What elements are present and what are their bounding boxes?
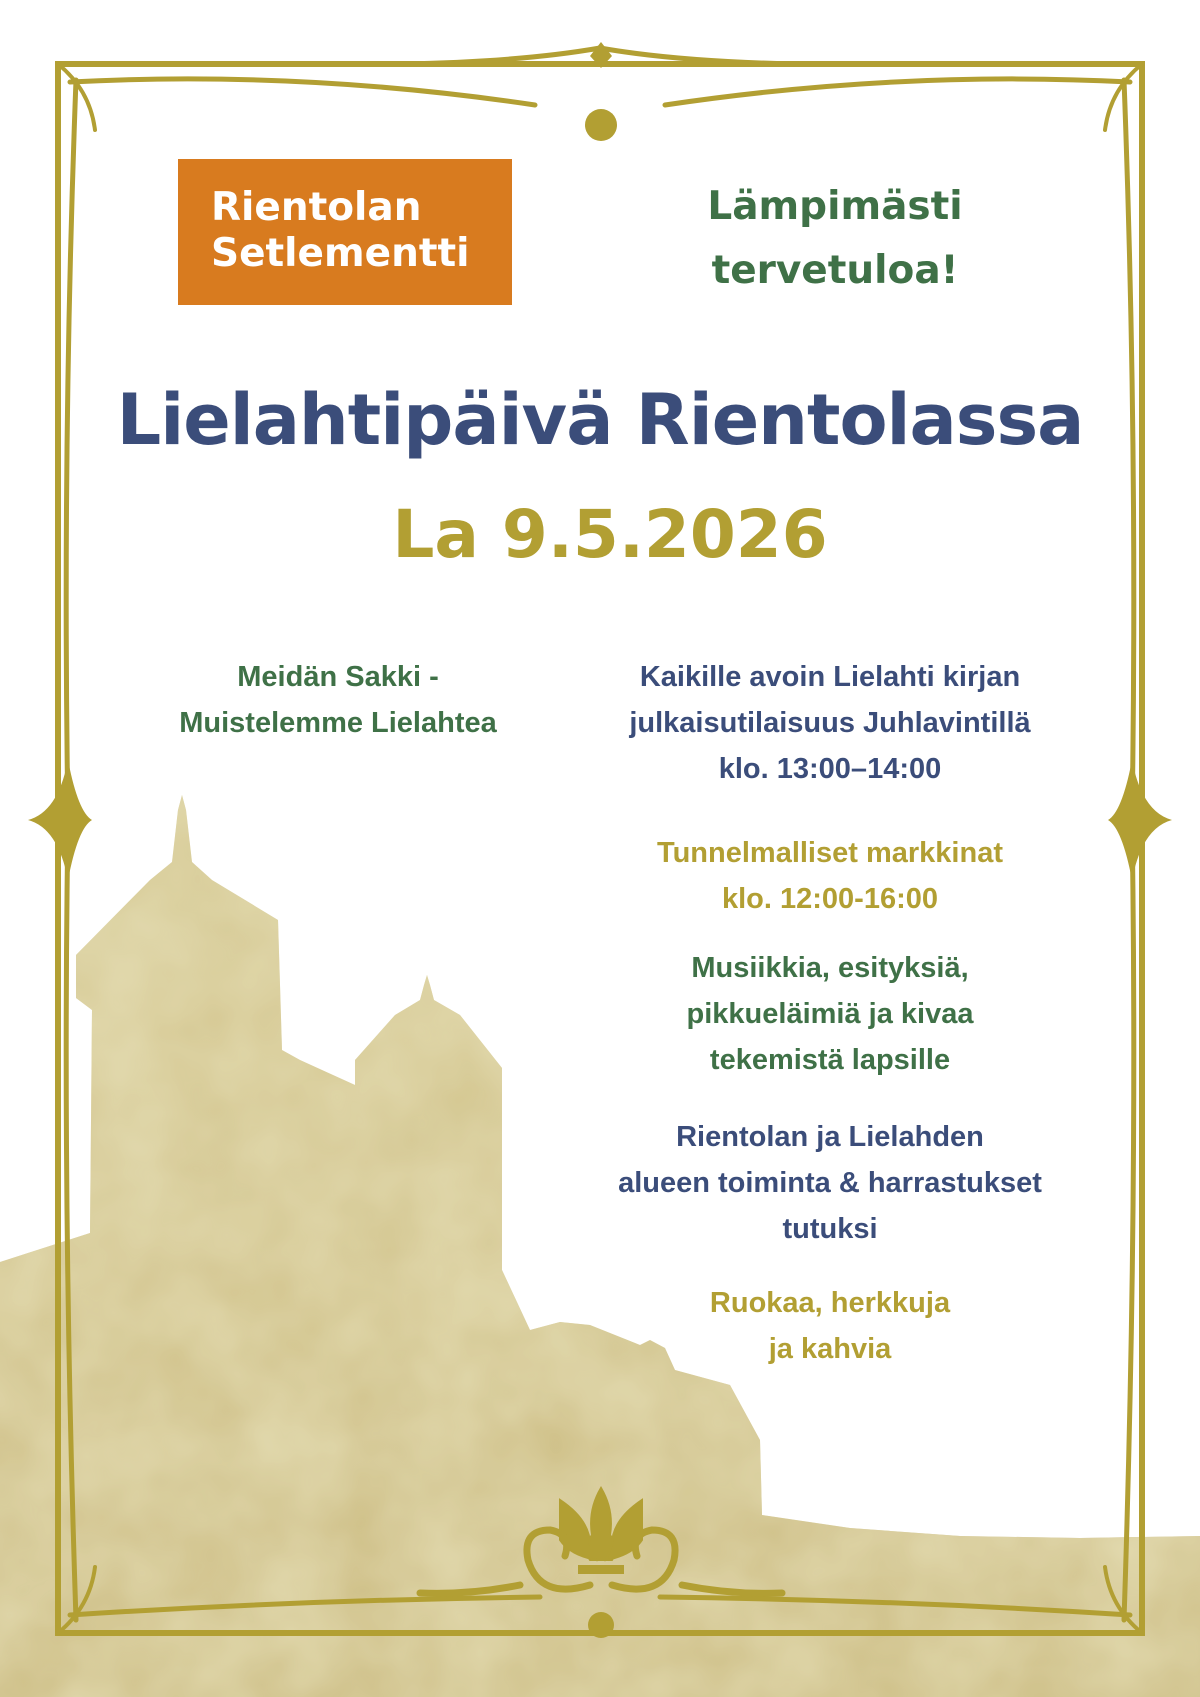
program-item-food: [560, 1280, 1100, 1372]
left-block-line-1: Meidän Sakki -: [237, 661, 439, 693]
program-item-market: [560, 830, 1100, 922]
program-line: pikkueläimiä ja kivaa: [686, 998, 974, 1030]
left-block-line-2: Muistelemme Lielahtea: [179, 707, 497, 739]
program-line: tekemistä lapsille: [709, 1044, 951, 1076]
program-line: klo. 12:00-16:00: [721, 883, 938, 915]
program-line: Tunnelmalliset markkinat: [657, 837, 1003, 869]
program-line: tutuksi: [782, 1213, 878, 1245]
program-line: julkaisutilaisuus Juhlavintillä: [629, 707, 1031, 739]
program-line: alueen toiminta & harrastukset: [618, 1167, 1042, 1199]
logo-line-1: Rientolan: [211, 185, 422, 230]
program-line: klo. 13:00–14:00: [718, 753, 942, 785]
program-item-music: [560, 945, 1100, 1083]
program-item-book-release: [560, 654, 1100, 792]
program-line: Rientolan ja Lielahden: [676, 1121, 984, 1153]
program-line: Musiikkia, esityksiä,: [691, 952, 969, 984]
program-line: Kaikille avoin Lielahti kirjan: [639, 661, 1021, 693]
welcome-line-1: Lämpimästi: [707, 184, 963, 229]
logo-line-2: Setlementti: [211, 231, 470, 276]
event-title: Lielahtipäivä Rientolassa: [116, 379, 1084, 461]
meidan-sakki-block: [128, 654, 548, 746]
event-date: La 9.5.2026: [392, 496, 828, 573]
program-line: ja kahvia: [768, 1333, 892, 1365]
program-item-activities: [560, 1114, 1100, 1252]
welcome-line-2: tervetuloa!: [711, 248, 959, 293]
organization-logo: [178, 159, 512, 305]
welcome-text: [660, 175, 1010, 303]
program-line: Ruokaa, herkkuja: [709, 1287, 951, 1319]
